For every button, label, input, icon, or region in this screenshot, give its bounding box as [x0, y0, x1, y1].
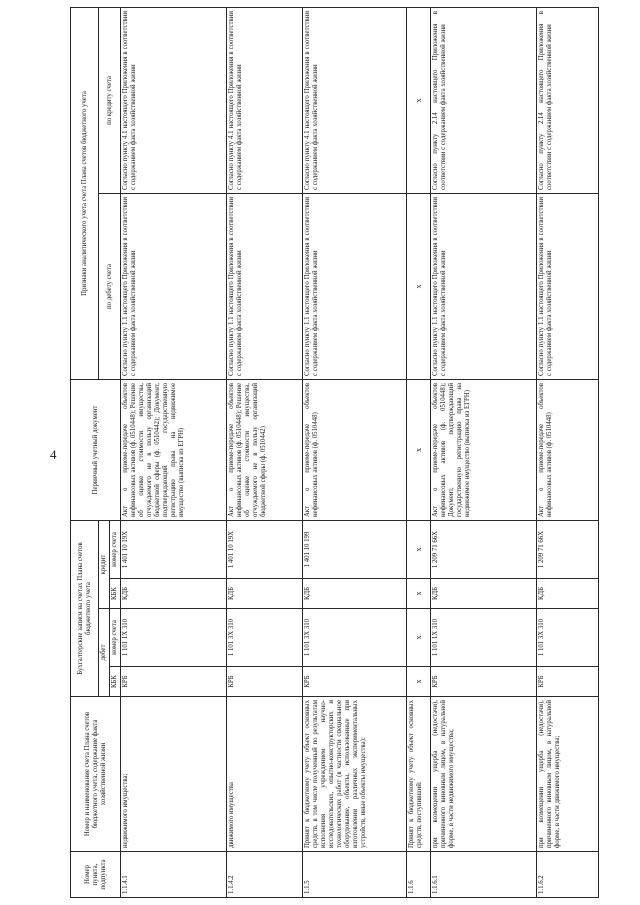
row-acc-debit: х: [407, 609, 431, 667]
row-kbk-debit: КРБ: [431, 667, 537, 697]
row-kbk-credit: КДБ: [227, 579, 303, 609]
row-text: недвижимого имущества;: [121, 697, 227, 852]
row-credit-analytics: Согласно пункту 4.1 настоящего Приложения в соответствии с содержанием факта хозяйственной жизни: [303, 8, 407, 194]
row-num: 1.1.6: [407, 852, 431, 898]
table-row: [121, 8, 227, 898]
row-kbk-debit: КРБ: [227, 667, 303, 697]
header-name: Номер и наименование счета Плана счетов бюджетного учета, содержание факта хозяйственной жизни: [71, 697, 121, 852]
row-text: движимого имущества: [227, 697, 303, 852]
row-kbk-credit: КДБ: [537, 579, 599, 609]
header-entries: Бухгалтерские записи на счетах Плана счетов бюджетного учета: [71, 521, 99, 697]
row-text: Принят к бюджетному учету объект основных средств, поступивший:: [407, 697, 431, 852]
row-acc-credit: 1 209 71 66Х: [537, 521, 599, 579]
header-kbk-credit: КБК: [110, 579, 121, 609]
row-doc: Акт о приеме-передаче объектов нефинансовых активов (ф. 0510448); Решение об оценке стоимости имущества, отчуждаемого не в пользу организаций бюджетной сферы (ф. 0510442): [227, 380, 303, 521]
row-acc-credit: х: [407, 521, 431, 579]
rotated-page: [70, 8, 630, 898]
row-kbk-debit: КРБ: [303, 667, 407, 697]
row-acc-debit: 1 101 3Х 310: [537, 609, 599, 667]
header-analytics: Признаки аналитического учета счета Плана счетов бюджетного учета: [71, 8, 99, 380]
row-kbk-credit: х: [407, 579, 431, 609]
row-acc-credit: 1 209 71 66Х: [431, 521, 537, 579]
row-num: 1.1.5: [303, 852, 407, 898]
table-row: [227, 8, 303, 898]
row-kbk-credit: КДБ: [303, 579, 407, 609]
row-credit-analytics: Согласно пункту 4.1 настоящего Приложения в соответствии с содержанием факта хозяйственной жизни: [227, 8, 303, 194]
header-num: Номер пункта, подпункта: [71, 852, 121, 898]
row-acc-credit: 1 401 10 19Х: [121, 521, 227, 579]
row-debit-analytics: Согласно пункту 1.1 настоящего Приложения в соответствии с содержанием факта хозяйственной жизни: [537, 194, 599, 380]
row-debit-analytics: Согласно пункту 1.1 настоящего Приложения в соответствии с содержанием факта хозяйственной жизни: [431, 194, 537, 380]
header-kbk-debit: КБК: [110, 667, 121, 697]
row-doc: х: [407, 380, 431, 521]
page-number: 4: [50, 447, 57, 462]
row-acc-debit: 1 101 1Х 310: [121, 609, 227, 667]
row-acc-credit: 1 401 10 19Х: [227, 521, 303, 579]
row-doc: Акт о приеме-передаче объектов нефинансовых активов (ф. 0510448); Решение об оценке стоимости имущества, отчуждаемого не в пользу организаций бюджетной сферы (ф. 0510442); Документ, подтверждающий государственную регистрацию права на недвижимое имущество (выписка из ЕГРН): [121, 380, 227, 521]
row-text: Принят к бюджетному учету объект основных средств, в том числе полученный по результатам исполнения учреждением научно-исследовательских, опытно-конструкторских и технологических работ (в частности специальное оборудование, объекты, использованные при изготовлении различных экспериментальных устройств, иные объекты имущества):: [303, 697, 407, 852]
row-doc: Акт о приеме-передаче объектов нефинансовых активов (ф. 0510448): [303, 380, 407, 521]
accounting-entries-table: [70, 7, 599, 898]
table-row: [407, 8, 431, 898]
header-acc-debit: номер счета: [110, 609, 121, 667]
table-row: [431, 8, 537, 898]
table-row: [303, 8, 407, 898]
table-row: [537, 8, 599, 898]
row-debit-analytics: Согласно пункту 1.1 настоящего Приложения в соответствии с содержанием факта хозяйственной жизни: [121, 194, 227, 380]
header-by-debit: по дебету счета: [99, 194, 121, 380]
row-credit-analytics: х: [407, 8, 431, 194]
header-debit: дебет: [99, 609, 110, 697]
row-acc-credit: 1 401 10 199: [303, 521, 407, 579]
header-credit: кредит: [99, 521, 110, 609]
row-num: 1.1.6.2: [537, 852, 599, 898]
row-kbk-debit: х: [407, 667, 431, 697]
row-num: 1.1.4.1: [121, 852, 227, 898]
row-debit-analytics: х: [407, 194, 431, 380]
row-credit-analytics: Согласно пункту 2.14 настоящего Приложения в соответствии с содержанием факта хозяйственной жизни: [537, 8, 599, 194]
row-kbk-credit: КДБ: [121, 579, 227, 609]
row-acc-debit: 1 101 3Х 310: [227, 609, 303, 667]
header-by-credit: по кредиту счета: [99, 8, 121, 194]
header-acc-credit: номер счета: [110, 521, 121, 579]
row-debit-analytics: Согласно пункту 1.1 настоящего Приложения в соответствии с содержанием факта хозяйственной жизни: [227, 194, 303, 380]
row-acc-debit: 1 101 3Х 310: [303, 609, 407, 667]
row-debit-analytics: Согласно пункту 1.1 настоящего Приложения в соответствии с содержанием факта хозяйственной жизни: [303, 194, 407, 380]
row-num: 1.1.6.1: [431, 852, 537, 898]
row-kbk-credit: КДБ: [431, 579, 537, 609]
row-num: 1.1.4.2: [227, 852, 303, 898]
row-acc-debit: 1 101 1Х 310: [431, 609, 537, 667]
row-credit-analytics: Согласно пункту 4.1 настоящего Приложения в соответствии с содержанием факта хозяйственной жизни: [121, 8, 227, 194]
row-text: при возмещении ущерба (недостачи), причиненного виновным лицом, в натуральной форме, в части движимого имущества;: [537, 697, 599, 852]
row-credit-analytics: Согласно пункту 2.14 настоящего Приложения в соответствии с содержанием факта хозяйственной жизни: [431, 8, 537, 194]
row-kbk-debit: КРБ: [121, 667, 227, 697]
row-doc: Акт о приеме-передаче объектов нефинансовых активов (ф. 0510448); Документ, подтверждающий государственную регистрацию права на недвижимое имущество (выписка из ЕГРН): [431, 380, 537, 521]
row-text: при возмещении ущерба (недостачи), причиненного виновным лицом, в натуральной форме, в части недвижимого имущества;: [431, 697, 537, 852]
header-doc: Первичный учетный документ: [71, 380, 121, 521]
row-doc: Акт о приеме-передаче объектов нефинансовых активов (ф. 0510448): [537, 380, 599, 521]
row-kbk-debit: КРБ: [537, 667, 599, 697]
